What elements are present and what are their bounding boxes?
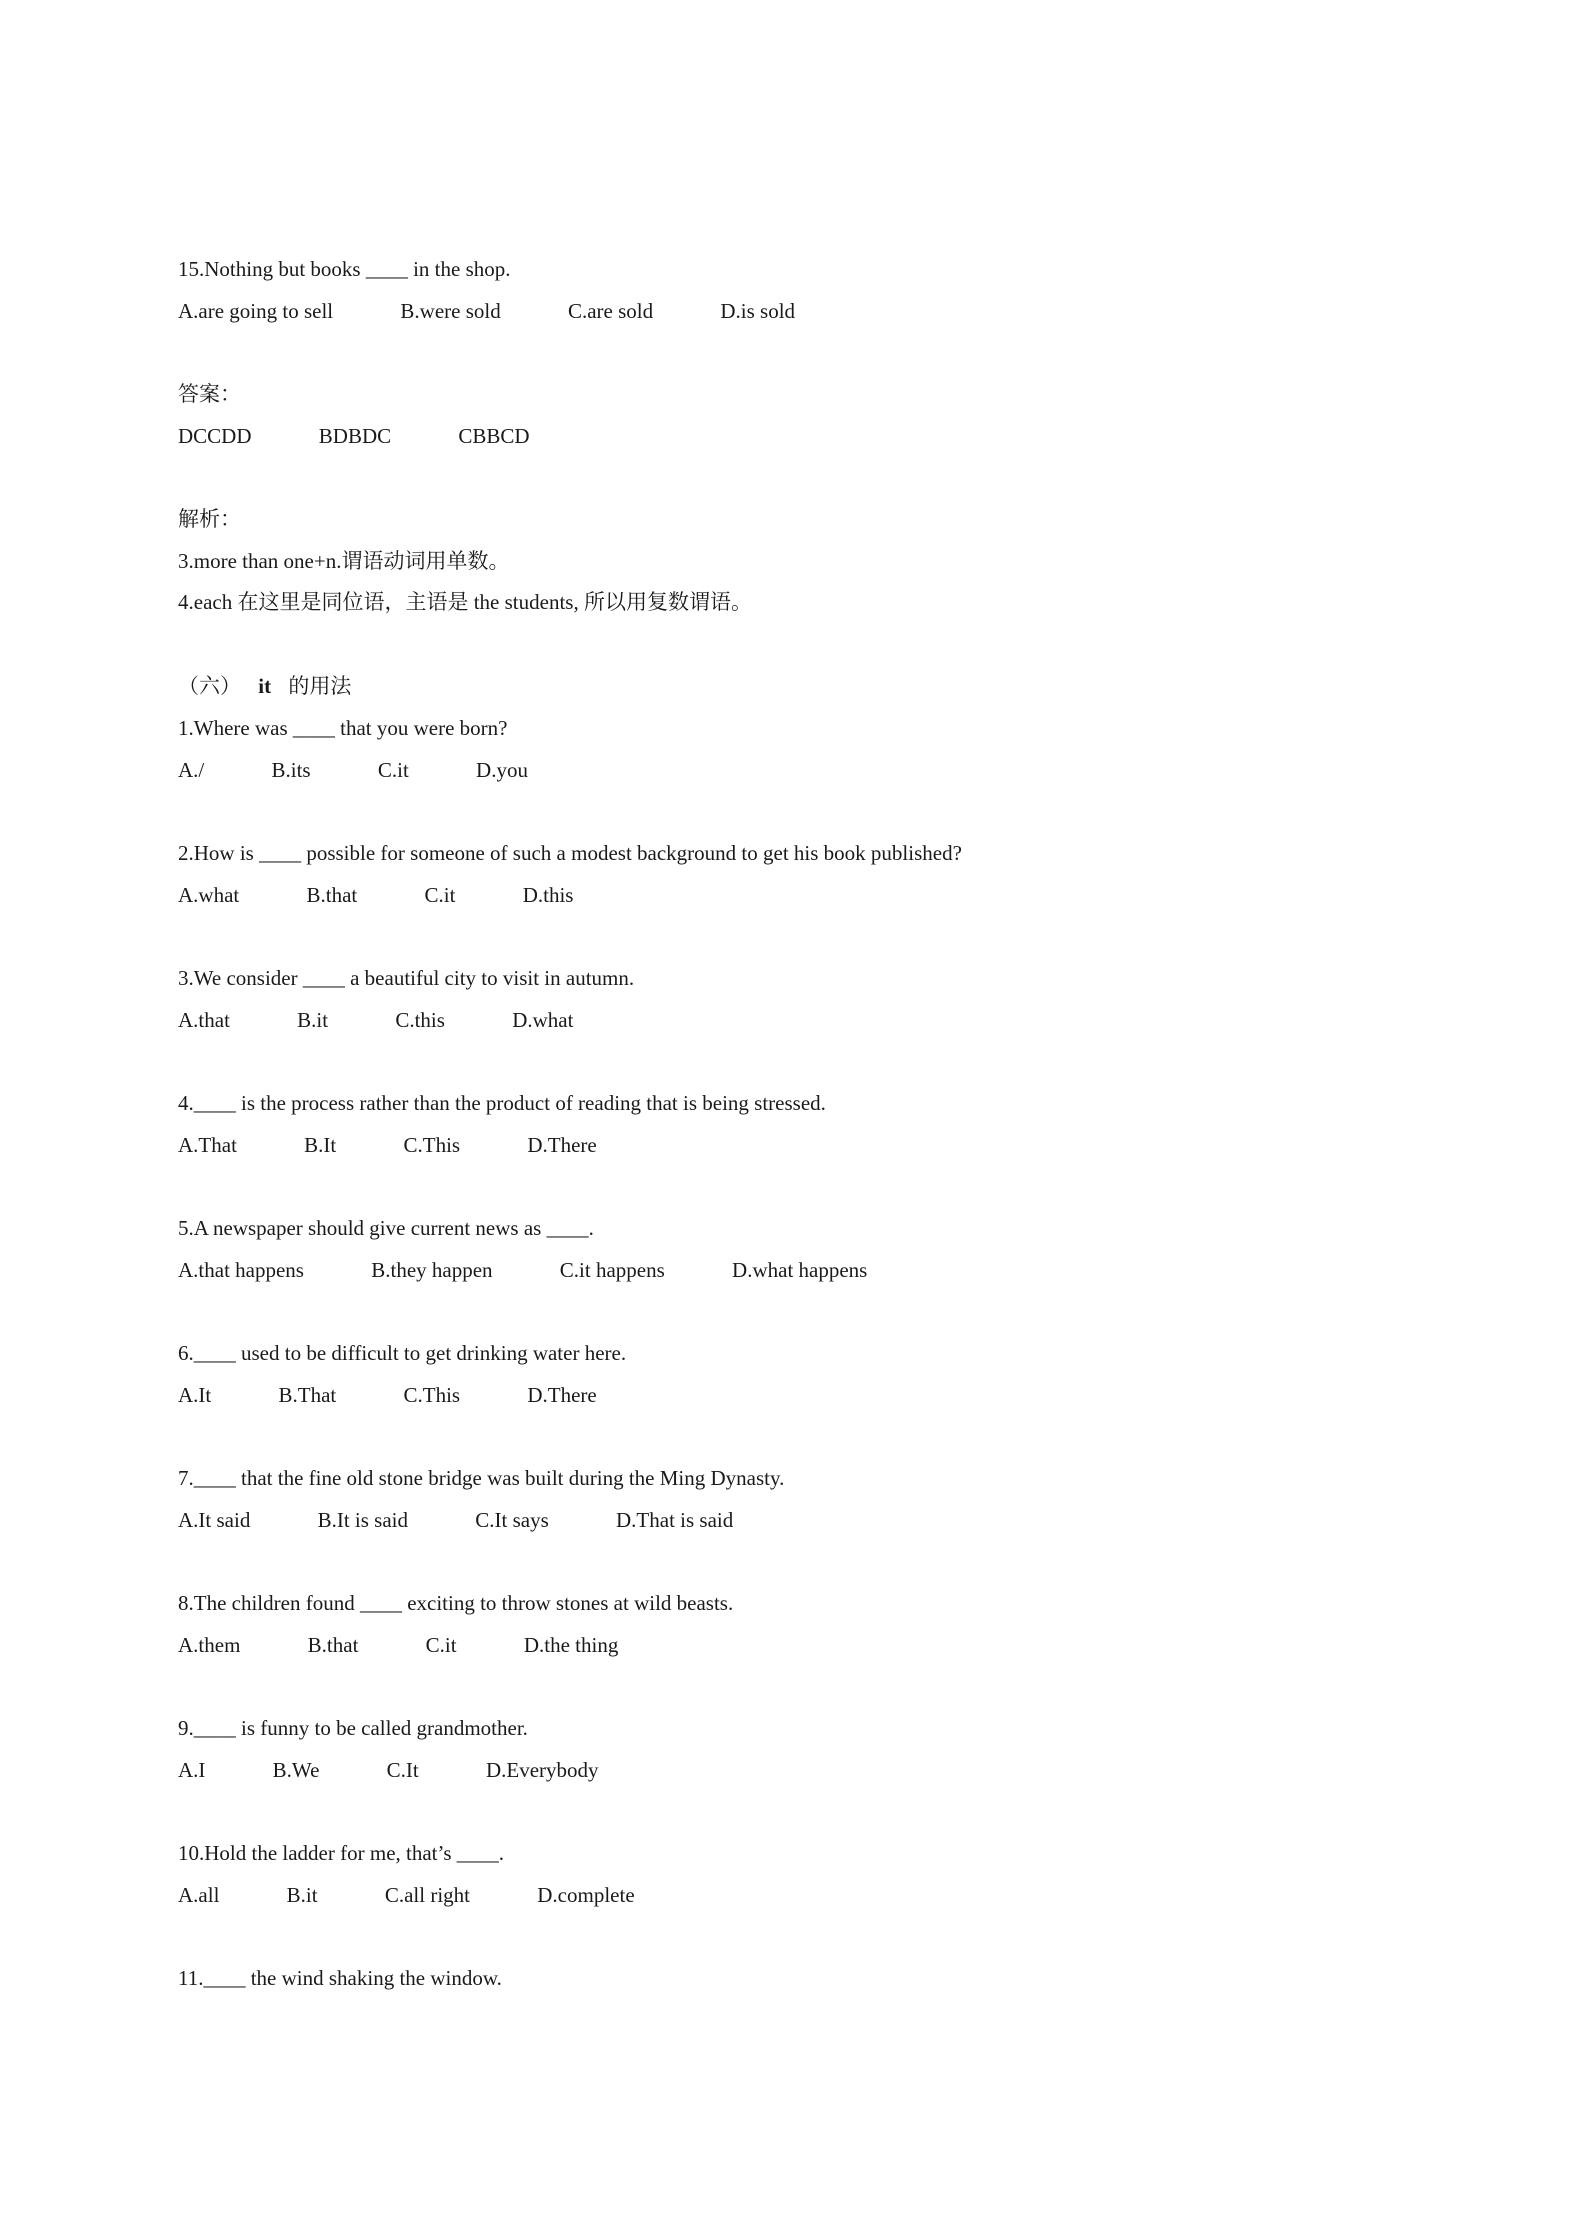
question-7: 7.____ that the fine old stone bridge was built during the Ming Dynasty.: [178, 1466, 785, 1490]
question-4: 4.____ is the process rather than the product of reading that is being stressed.: [178, 1091, 826, 1115]
question-8-options: [178, 1631, 618, 1659]
option: A./: [178, 758, 205, 782]
option: B.that: [307, 1633, 359, 1657]
option: B.they happen: [371, 1258, 493, 1282]
option: D.There: [527, 1383, 597, 1407]
question-15-options: [178, 297, 795, 325]
option: A.that happens: [178, 1258, 304, 1282]
section-keyword: it: [258, 674, 272, 698]
option: C.it: [377, 758, 409, 782]
option: C.this: [395, 1008, 445, 1032]
section-prefix: （六）: [178, 674, 241, 698]
option: D.what happens: [732, 1258, 868, 1282]
option: B.It is said: [317, 1508, 408, 1532]
option: C.This: [403, 1133, 461, 1157]
option: B.were sold: [400, 299, 501, 323]
option: D.this: [522, 883, 574, 907]
analysis-label: 解析：: [178, 507, 241, 531]
question-11: 11.____ the wind shaking the window.: [178, 1966, 502, 1990]
option: C.it happens: [559, 1258, 665, 1282]
option: C.it: [425, 1633, 457, 1657]
question-1: 1.Where was ____ that you were born?: [178, 716, 508, 740]
question-15: 15.Nothing but books ____ in the shop.: [178, 257, 511, 281]
option: A.are going to sell: [178, 299, 334, 323]
option: D.the thing: [523, 1633, 619, 1657]
analysis-note: 3.more than one+n.谓语动词用单数。: [178, 549, 510, 573]
option: A.It said: [178, 1508, 251, 1532]
answer-group: BDBDC: [318, 424, 392, 448]
question-9: 9.____ is funny to be called grandmother.: [178, 1716, 528, 1740]
answers-row: [178, 422, 530, 450]
option: D.is sold: [720, 299, 796, 323]
question-8: 8.The children found ____ exciting to throw stones at wild beasts.: [178, 1591, 734, 1615]
option: A.It: [178, 1383, 212, 1407]
question-2-options: [178, 881, 573, 909]
question-10: 10.Hold the ladder for me, that’s ____.: [178, 1841, 505, 1865]
option: A.what: [178, 883, 240, 907]
option: C.it: [424, 883, 456, 907]
option: B.that: [306, 883, 358, 907]
option: C.are sold: [567, 299, 654, 323]
answer-group: CBBCD: [458, 424, 530, 448]
option: B.It: [304, 1133, 337, 1157]
option: B.it: [297, 1008, 329, 1032]
option: D.Everybody: [485, 1758, 599, 1782]
question-4-options: [178, 1131, 597, 1159]
section-heading: [178, 672, 351, 700]
option: D.what: [512, 1008, 574, 1032]
option: B.That: [278, 1383, 337, 1407]
option: A.I: [178, 1758, 206, 1782]
option: B.its: [271, 758, 311, 782]
option: A.that: [178, 1008, 230, 1032]
question-1-options: [178, 756, 528, 784]
answers-label: 答案：: [178, 382, 241, 406]
question-5: 5.A newspaper should give current news as ____.: [178, 1216, 594, 1240]
analysis-note: 4.each 在这里是同位语，主语是 the students, 所以用复数谓语。: [178, 590, 752, 614]
question-6-options: [178, 1381, 597, 1409]
question-10-options: [178, 1881, 635, 1909]
option: B.We: [272, 1758, 320, 1782]
question-9-options: [178, 1756, 599, 1784]
option: C.It says: [475, 1508, 549, 1532]
option: D.There: [527, 1133, 597, 1157]
option: D.That is said: [616, 1508, 734, 1532]
option: A.them: [178, 1633, 241, 1657]
option: D.you: [476, 758, 528, 782]
option: C.This: [403, 1383, 461, 1407]
question-6: 6.____ used to be difficult to get drinking water here.: [178, 1341, 627, 1365]
answer-group: DCCDD: [178, 424, 252, 448]
question-5-options: [178, 1256, 867, 1284]
option: B.it: [286, 1883, 318, 1907]
question-7-options: [178, 1506, 733, 1534]
question-3: 3.We consider ____ a beautiful city to visit in autumn.: [178, 966, 635, 990]
question-2: 2.How is ____ possible for someone of such a modest background to get his book published?: [178, 841, 962, 865]
option: D.complete: [537, 1883, 635, 1907]
option: C.It: [386, 1758, 419, 1782]
option: C.all right: [384, 1883, 471, 1907]
option: A.That: [178, 1133, 237, 1157]
question-3-options: [178, 1006, 573, 1034]
option: A.all: [178, 1883, 220, 1907]
section-suffix: 的用法: [288, 674, 352, 698]
